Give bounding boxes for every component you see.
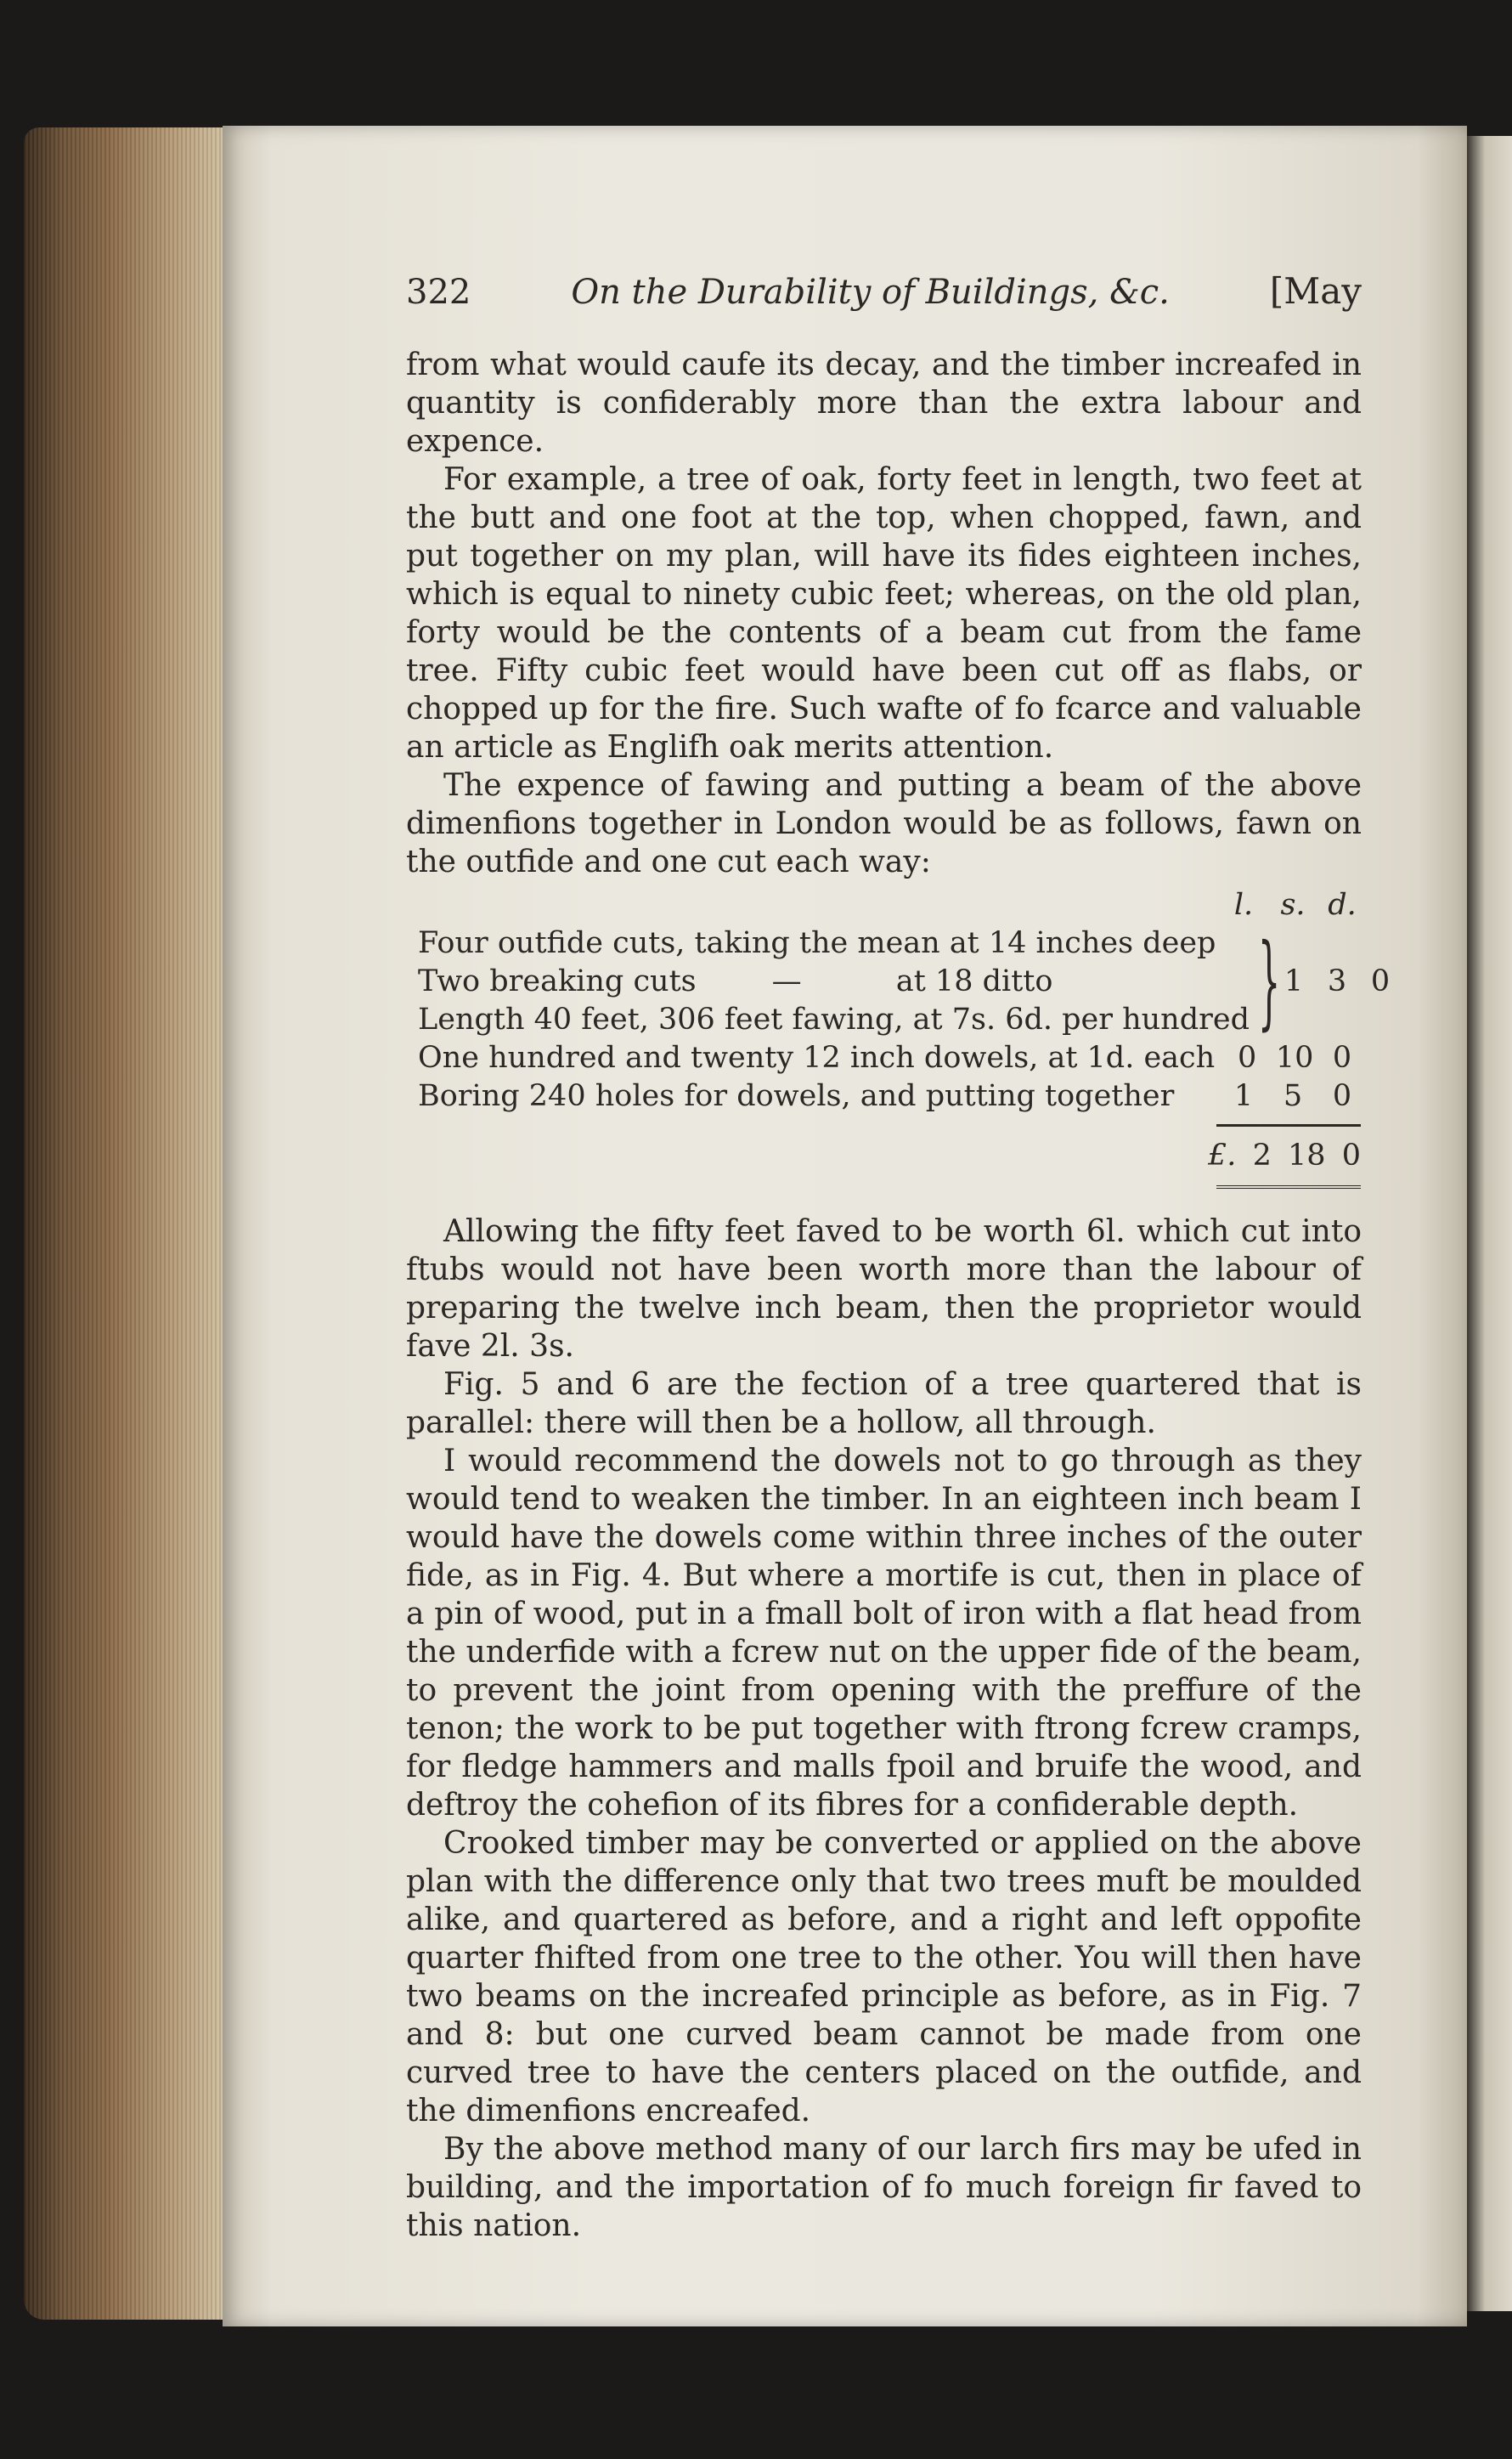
ledger-amount: 1 3 0 <box>1284 964 1391 998</box>
facing-page-edge <box>1467 136 1512 2311</box>
ledger-amount: 0 10 0 <box>1238 1041 1352 1075</box>
ledger-line: One hundred and twenty 12 inch dowels, at 1d. each 0 10 0 <box>418 1039 1361 1077</box>
book-fore-edge <box>24 127 233 2320</box>
paragraph: from what would caufe its decay, and the timber increafed in quantity is confiderably more than the extra labour and expence. <box>406 348 1362 459</box>
header-month: [May <box>1269 270 1362 312</box>
column-shillings: s. <box>1280 888 1306 922</box>
ledger-bracket-group <box>418 922 1391 1041</box>
ledger-line: Four outfide cuts, taking the mean at 14 inches deep <box>418 926 1216 960</box>
page-number: 322 <box>406 273 471 312</box>
total-double-rule <box>1216 1185 1361 1192</box>
ledger-line: Length 40 feet, 306 feet fawing, at 7s. 6d. per hundred <box>418 1003 1250 1037</box>
paragraph: Crooked timber may be converted or applied on the above plan with the difference only that two trees muft be moulded alike, and quartered as before, and a right and left oppofite quarter fhifted from one tree to the other. You will then have two beams on the increafed principle as before, as in Fig. 7 and 8: but one curved beam cannot be made from one curved tree to have the centers placed on the outfide, and the dimenfions encreafed. <box>406 1826 1362 2128</box>
column-pounds: l. <box>1233 888 1254 922</box>
paragraph: By the above method many of our larch firs may be ufed in building, and the importation of fo much foreign fir faved to this nation. <box>406 2132 1362 2243</box>
running-header <box>406 270 1362 312</box>
paragraph: For example, a tree of oak, forty feet in length, two feet at the butt and one foot at the top, when chopped, fawn, and put together on my plan, will have its fides eighteen inches, which is equal to ninety cubic feet; whereas, on the old plan, forty would be the contents of a beam cut from the fame tree. Fifty cubic feet would have been cut off as flabs, or chopped up for the fire. Such wafte of fo fcarce and valuable an article as Englifh oak merits attention. <box>406 462 1362 765</box>
ledger-column-headers <box>418 886 1361 924</box>
cost-ledger <box>418 886 1391 1192</box>
text-block <box>406 270 1391 2245</box>
paragraph: Allowing the fifty feet faved to be worth 6l. which cut into ftubs would not have been worth more than the labour of preparing the twelve inch beam, then the proprietor would fave 2l. 3s. <box>406 1214 1362 1364</box>
column-pence: d. <box>1328 888 1357 922</box>
ledger-amount: 1 5 0 <box>1233 1079 1352 1113</box>
running-title: On the Durability of Buildings, &c. <box>571 273 1170 312</box>
ledger-total: £. 2 18 0 <box>1208 1139 1361 1173</box>
paragraph: I would recommend the dowels not to go through as they would tend to weaken the timber. In an eighteen inch beam I would have the dowels come within three inches of the outer fide, as in Fig. 4. But where a mortife is cut, then in place of a pin of wood, put in a fmall bolt of iron with a flat head from the underfide with a fcrew nut on the upper fide of the beam, to prevent the joint from opening with the preffure of the tenon; the work to be put together with ftrong fcrew cramps, for fledge hammers and malls fpoil and bruife the wood, and deftroy the cohefion of its fibres for a confiderable depth. <box>406 1444 1362 1823</box>
paragraph: Fig. 5 and 6 are the fection of a tree quartered that is parallel: there will then be a hollow, all through. <box>406 1367 1362 1440</box>
sum-rule <box>1216 1124 1361 1127</box>
ledger-line: Boring 240 holes for dowels, and putting together 1 5 0 <box>418 1077 1361 1116</box>
brace-symbol: } <box>1257 922 1281 1041</box>
ledger-line: Two breaking cuts — at 18 ditto <box>418 964 1053 998</box>
paragraph: The expence of fawing and putting a beam of the above dimenfions together in London would be as follows, fawn on the outfide and one cut each way: <box>406 768 1362 879</box>
